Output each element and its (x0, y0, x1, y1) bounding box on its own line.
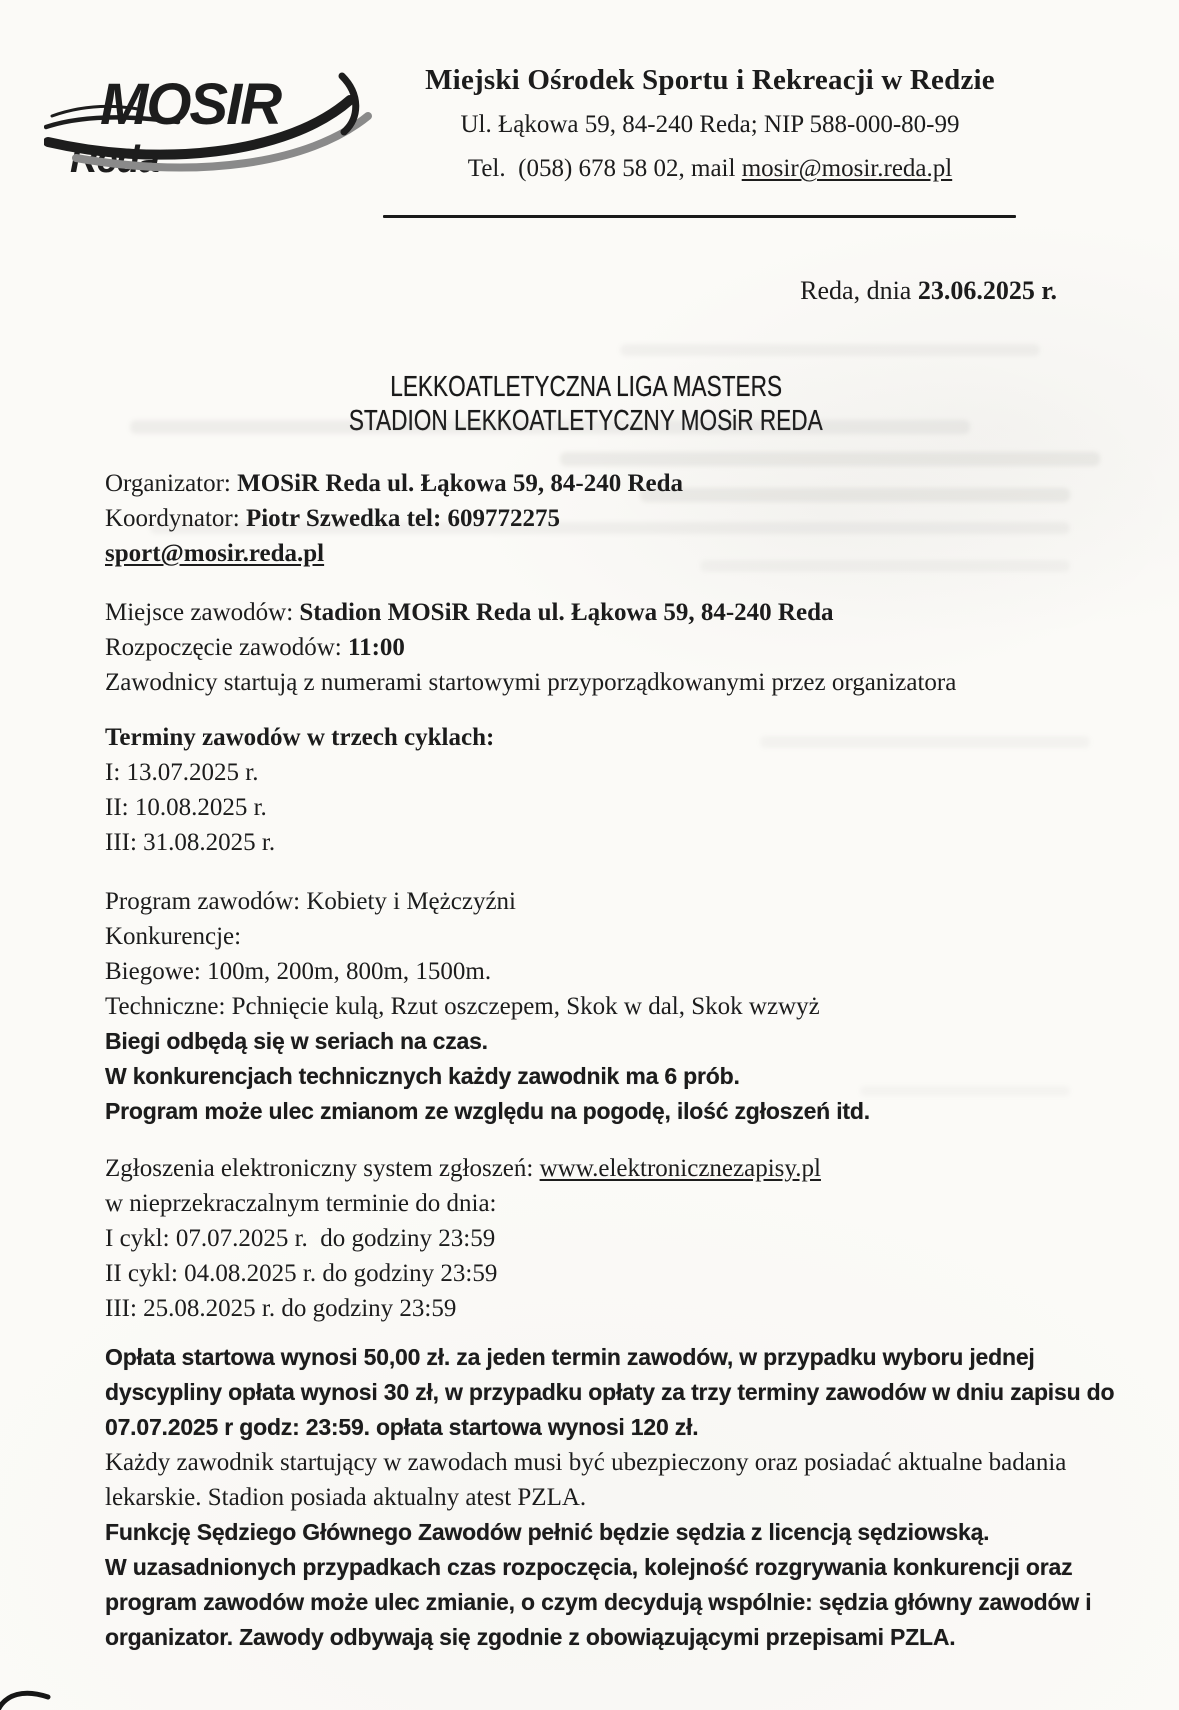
paragraph-registration (105, 1151, 1105, 1326)
paragraph-terms (105, 720, 1105, 860)
program-line-6: W konkurencjach technicznych każdy zawodnik ma 6 prób. (105, 1063, 740, 1089)
bib-numbers-note: Zawodnicy startują z numerami startowymi przyporządkowanymi przez organizatora (105, 669, 957, 696)
organization-address: Ul. Łąkowa 59, 84-240 Reda; NIP 588-000-80-99 (460, 111, 960, 138)
document-body (105, 466, 1115, 1655)
registration-deadline-2: II cykl: 04.08.2025 r. do godziny 23:59 (105, 1260, 498, 1287)
mosir-logo-graphic (44, 66, 380, 184)
organizer-email-line (105, 536, 1105, 571)
date-prefix: Reda, dnia (800, 276, 918, 305)
organization-contact (380, 147, 1040, 191)
rules-line-2: program zawodów może ulec zmianie, o czym decydują wspólnie: sędzia główny zawodów i (105, 1589, 1092, 1615)
program-line-4: Techniczne: Pchnięcie kulą, Rzut oszczepem, Skok w dal, Skok wzwyż (105, 993, 820, 1020)
registration-line-2: w nieprzekraczalnym terminie do dnia: (105, 1190, 497, 1217)
program-line-7: Program może ulec zmianom ze względu na pogodę, ilość zgłoszeń itd. (105, 1098, 870, 1124)
terms-heading: Terminy zawodów w trzech cyklach: (105, 724, 495, 751)
letterhead-divider (383, 215, 1016, 218)
tel-label: Tel. (058) 678 58 02, mail (467, 155, 742, 182)
program-line-3: Biegowe: 100m, 200m, 800m, 1500m. (105, 958, 492, 985)
paragraph-organizer (105, 466, 1105, 571)
rules-line-3: organizator. Zawody odbywają się zgodnie z obowiązującymi przepisami PZLA. (105, 1624, 956, 1650)
insurance-line-2: lekarskie. Stadion posiada aktualny atest PZLA. (105, 1484, 587, 1511)
fees-line-2: dyscypliny opłata wynosi 30 zł, w przypadku opłaty za trzy terminy zawodów w dniu zapisu do (105, 1379, 1115, 1405)
program-line-2: Konkurencje: (105, 923, 242, 950)
mosir-reda-logo (44, 66, 380, 184)
document-title (0, 370, 1172, 438)
organization-name: Miejski Ośrodek Sportu i Rekreacji w Redzie (425, 64, 995, 96)
date-line (800, 276, 1057, 306)
terms-item-2: II: 10.08.2025 r. (105, 794, 267, 821)
organizer-line: Organizator: MOSiR Reda ul. Łąkowa 59, 84-240 Reda (105, 470, 684, 497)
rules-line-1: W uzasadnionych przypadkach czas rozpoczęcia, kolejność rozgrywania konkurencji oraz (105, 1554, 1073, 1580)
paragraph-venue (105, 595, 1105, 700)
paragraph-program (105, 884, 1105, 1129)
bleedthrough-artifact (560, 452, 1100, 466)
letterhead (380, 58, 1040, 191)
logo-sub-text: Reda (70, 139, 159, 181)
referee-line: Funkcję Sędziego Głównego Zawodów pełnić będzie sędzia z licencją sędziowską. (105, 1519, 990, 1545)
program-line-1: Program zawodów: Kobiety i Mężczyźni (105, 888, 516, 915)
registration-deadline-3: III: 25.08.2025 r. do godziny 23:59 (105, 1295, 457, 1322)
start-time-line: Rozpoczęcie zawodów: 11:00 (105, 634, 405, 661)
venue-line: Miejsce zawodów: Stadion MOSiR Reda ul. Łąkowa 59, 84-240 Reda (105, 599, 834, 626)
paragraph-fees-rules (105, 1340, 1115, 1655)
title-line-1: LEKKOATLETYCZNA LIGA MASTERS (390, 371, 782, 403)
terms-item-3: III: 31.08.2025 r. (105, 829, 276, 856)
insurance-line-1: Każdy zawodnik startujący w zawodach musi być ubezpieczony oraz posiadać aktualne badania (105, 1449, 1067, 1476)
registration-line-1: Zgłoszenia elektroniczny system zgłoszeń: www.elektronicznezapisy.pl (105, 1155, 821, 1182)
scan-corner-artifact (0, 1686, 52, 1710)
bleedthrough-artifact (620, 344, 1040, 356)
terms-item-1: I: 13.07.2025 r. (105, 759, 259, 786)
registration-url-link: www.elektronicznezapisy.pl (539, 1155, 821, 1182)
fees-line-3: 07.07.2025 r godz: 23:59. opłata startowa wynosi 120 zł. (105, 1414, 699, 1440)
date-value: 23.06.2025 r. (917, 276, 1057, 305)
organizer-email-link: sport@mosir.reda.pl (105, 540, 325, 567)
title-line-2: STADION LEKKOATLETYCZNY MOSiR REDA (349, 405, 823, 437)
registration-deadline-1: I cykl: 07.07.2025 r. do godziny 23:59 (105, 1225, 496, 1252)
logo-main-text: MOSIR (100, 72, 281, 137)
coordinator-line: Koordynator: Piotr Szwedka tel: 609772275 (105, 505, 561, 532)
program-line-5: Biegi odbędą się w seriach na czas. (105, 1028, 488, 1054)
email-link: mosir@mosir.reda.pl (741, 155, 953, 182)
fees-line-1: Opłata startowa wynosi 50,00 zł. za jeden termin zawodów, w przypadku wyboru jednej (105, 1344, 1035, 1370)
